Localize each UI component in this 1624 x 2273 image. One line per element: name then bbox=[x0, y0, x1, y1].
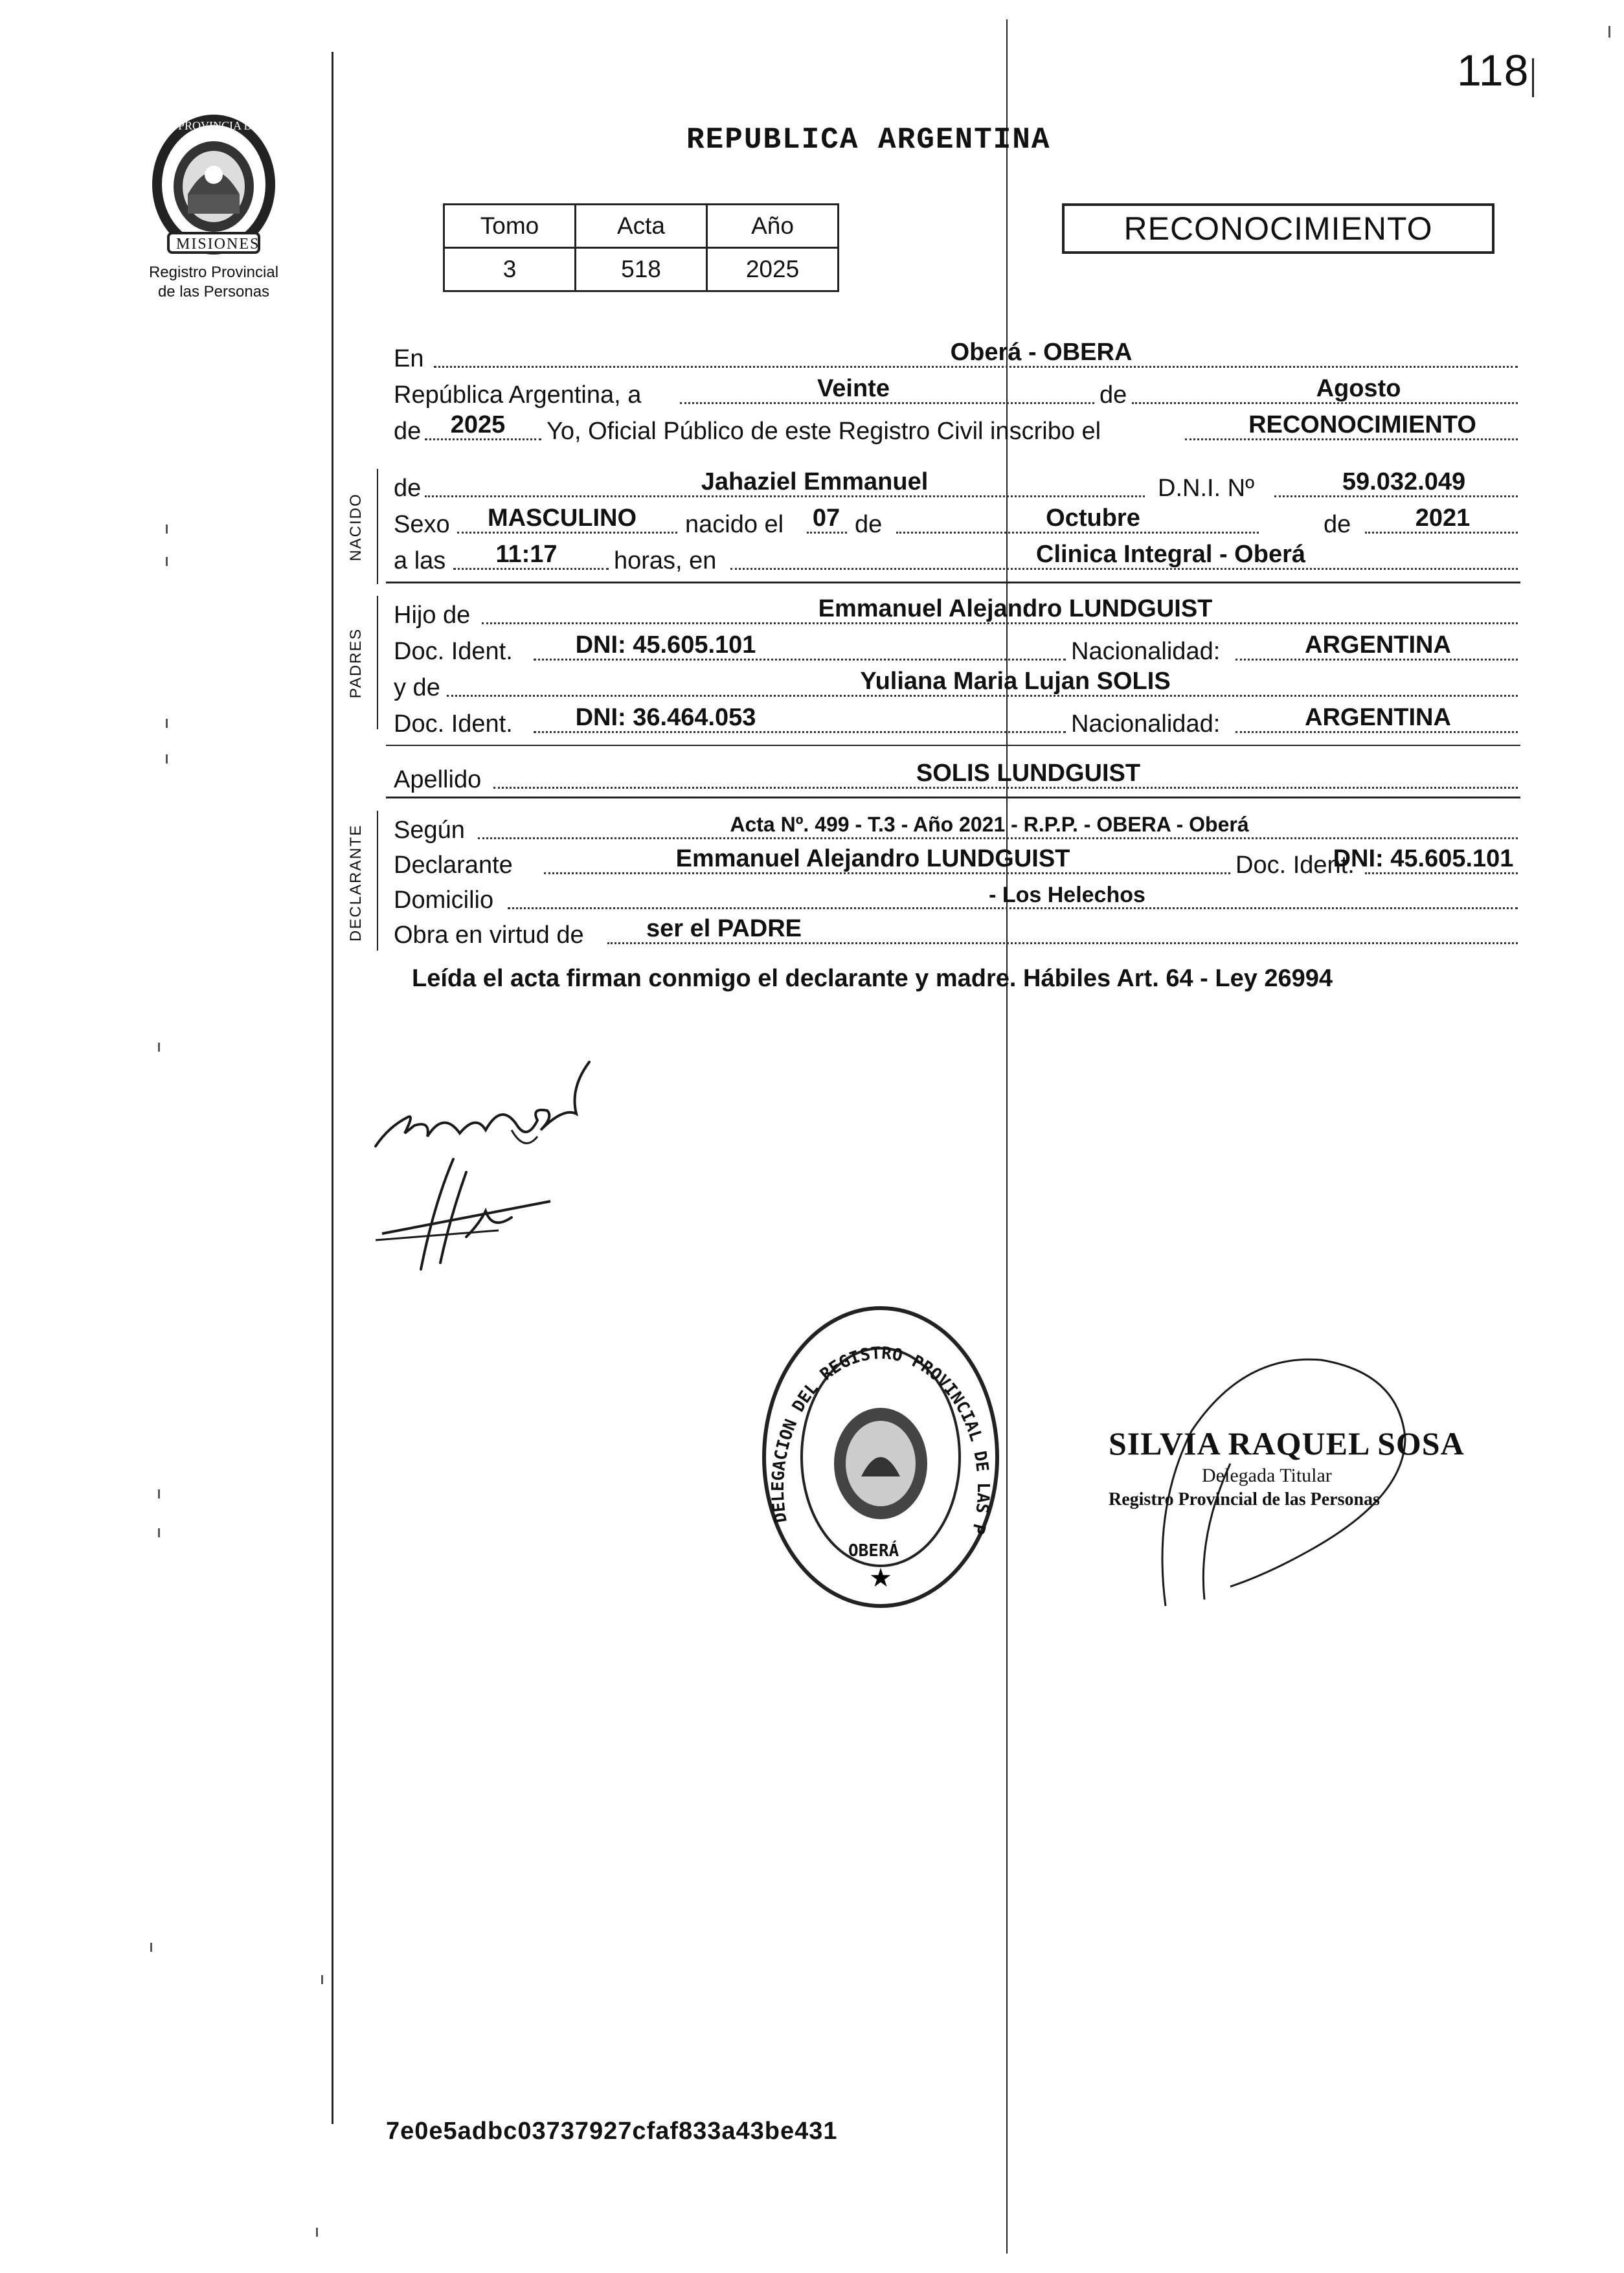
margin-mark bbox=[166, 557, 168, 566]
month-value: Agosto bbox=[1316, 375, 1401, 402]
margin-mark bbox=[158, 1489, 160, 1498]
dni-label: D.N.I. Nº bbox=[1158, 475, 1254, 502]
margin-mark bbox=[166, 525, 168, 534]
father-nationality: ARGENTINA bbox=[1305, 631, 1451, 659]
row-y-de bbox=[394, 667, 1518, 703]
hijo-de-label: Hijo de bbox=[394, 602, 471, 629]
nacido-label: nacido el bbox=[685, 511, 784, 538]
margin-mark bbox=[166, 719, 168, 728]
father-doc-label: Doc. Ident. bbox=[394, 638, 513, 665]
seal-bottom-text: MISIONES bbox=[176, 236, 260, 253]
sexo-value: MASCULINO bbox=[487, 504, 637, 532]
domicilio-value: - Los Helechos bbox=[989, 883, 1145, 907]
child-name: Jahaziel Emmanuel bbox=[701, 468, 929, 495]
republica-label: República Argentina, a bbox=[394, 381, 642, 409]
segun-label: Según bbox=[394, 817, 465, 844]
segun-value: Acta Nº. 499 - T.3 - Año 2021 - R.P.P. - OBERA - Oberá bbox=[730, 813, 1249, 836]
margin-mark bbox=[321, 1975, 323, 1984]
margin-mark bbox=[158, 1528, 160, 1537]
en-value: Oberá - OBERA bbox=[950, 339, 1133, 366]
nacido-bracket bbox=[377, 469, 378, 584]
mother-nationality: ARGENTINA bbox=[1305, 704, 1451, 731]
declarante-bracket bbox=[377, 811, 378, 951]
table-value-ano: 2025 bbox=[707, 248, 839, 291]
birth-de2-label: de bbox=[1324, 511, 1351, 538]
year-value: 2025 bbox=[450, 411, 506, 438]
registry-logo bbox=[142, 110, 285, 259]
father-name: Emmanuel Alejandro LUNDGUIST bbox=[818, 595, 1213, 622]
de-year-label: de bbox=[394, 418, 422, 445]
father-doc: DNI: 45.605.101 bbox=[575, 631, 756, 659]
dotted-line bbox=[478, 837, 1518, 839]
table-value-tomo: 3 bbox=[444, 248, 576, 291]
row-segun bbox=[394, 809, 1518, 846]
row-apellido bbox=[394, 759, 1518, 795]
row-obra bbox=[394, 914, 1518, 951]
seal-ring-text: DELEGACION DEL REGISTRO PROVINCIAL DE LAS P bbox=[768, 1343, 993, 1537]
obra-value: ser el PADRE bbox=[646, 915, 802, 942]
margin-mark bbox=[316, 2228, 318, 2237]
mother-signature-icon bbox=[369, 1146, 563, 1276]
declarant-signature-icon bbox=[369, 1049, 615, 1159]
document-hash: 7e0e5adbc03737927cfaf833a43be431 bbox=[386, 2118, 838, 2145]
logo-caption-line1: Registro Provincial bbox=[148, 264, 279, 281]
page-number: 118 bbox=[1457, 46, 1529, 95]
declarante-label: Declarante bbox=[394, 852, 513, 879]
row-domicilio bbox=[394, 879, 1518, 916]
document-type-box: RECONOCIMIENTO bbox=[1062, 203, 1494, 254]
reference-table-header-row bbox=[444, 205, 839, 248]
inscribo-value: RECONOCIMIENTO bbox=[1248, 411, 1476, 438]
delegation-seal bbox=[758, 1302, 1004, 1612]
mother-doc-label: Doc. Ident. bbox=[394, 710, 513, 738]
section-label-nacido: NACIDO bbox=[347, 493, 365, 561]
section-label-declarante: DECLARANTE bbox=[347, 824, 365, 942]
horas-label: horas, en bbox=[614, 547, 717, 574]
birth-place: Clinica Integral - Oberá bbox=[1036, 541, 1305, 568]
official-name: SILVIA RAQUEL SOSA bbox=[1109, 1425, 1465, 1462]
svg-text:★: ★ bbox=[869, 1563, 892, 1593]
row-nacido-name bbox=[394, 468, 1518, 504]
padres-bracket bbox=[377, 596, 378, 729]
declarante-doc: DNI: 45.605.101 bbox=[1333, 845, 1514, 872]
father-nationality-label: Nacionalidad: bbox=[1071, 638, 1221, 665]
declarante-value: Emmanuel Alejandro LUNDGUIST bbox=[675, 845, 1070, 872]
mother-name: Yuliana Maria Lujan SOLIS bbox=[860, 668, 1171, 695]
page-title: REPUBLICA ARGENTINA bbox=[686, 123, 1051, 157]
logo-caption bbox=[110, 263, 317, 302]
table-header-acta: Acta bbox=[576, 205, 707, 248]
declarante-doc-label: Doc. Ident. bbox=[1235, 852, 1355, 879]
day-value: Veinte bbox=[817, 375, 890, 402]
margin-mark bbox=[158, 1043, 160, 1052]
row-nacido-sexo bbox=[394, 504, 1518, 540]
left-margin-line bbox=[332, 52, 333, 2124]
table-header-ano: Año bbox=[707, 205, 839, 248]
row-hijo-de bbox=[394, 594, 1518, 631]
a-las-label: a las bbox=[394, 547, 446, 574]
legal-text: Leída el acta firman conmigo el declarante y madre. Hábiles Art. 64 - Ley 26994 bbox=[412, 965, 1333, 992]
row-republica bbox=[394, 374, 1518, 411]
official-role: Delegada Titular bbox=[1202, 1465, 1332, 1486]
section-label-padres: PADRES bbox=[347, 628, 365, 699]
margin-mark bbox=[150, 1943, 152, 1952]
margin-mark bbox=[1608, 26, 1610, 38]
row-declarante bbox=[394, 844, 1518, 881]
reference-table bbox=[443, 203, 839, 292]
birth-month: Octubre bbox=[1046, 504, 1140, 532]
apellido-label: Apellido bbox=[394, 766, 482, 793]
nacido-de-label: de bbox=[394, 475, 422, 502]
delegation-seal-icon bbox=[758, 1302, 1004, 1612]
row-inscripcion bbox=[394, 411, 1518, 447]
section-divider bbox=[386, 745, 1520, 746]
mother-doc: DNI: 36.464.053 bbox=[575, 704, 756, 731]
row-mother-doc bbox=[394, 703, 1518, 740]
row-father-doc bbox=[394, 631, 1518, 667]
child-dni: 59.032.049 bbox=[1342, 468, 1466, 495]
logo-caption-line2: de las Personas bbox=[157, 283, 270, 300]
margin-mark bbox=[166, 754, 168, 763]
reference-table-value-row bbox=[444, 248, 839, 291]
birth-day: 07 bbox=[812, 504, 840, 532]
mother-nationality-label: Nacionalidad: bbox=[1071, 710, 1221, 738]
birth-year: 2021 bbox=[1415, 504, 1471, 532]
apellido-value: SOLIS LUNDGUIST bbox=[916, 760, 1141, 787]
domicilio-label: Domicilio bbox=[394, 887, 494, 914]
official-institution: Registro Provincial de las Personas bbox=[1109, 1489, 1380, 1510]
de-label: de bbox=[1100, 381, 1127, 409]
section-divider bbox=[386, 582, 1520, 583]
yo-label: Yo, Oficial Público de este Registro Civil inscribo el bbox=[547, 418, 1101, 445]
seal-city-text: OBERÁ bbox=[848, 1541, 899, 1561]
row-nacido-hora bbox=[394, 540, 1518, 576]
table-value-acta: 518 bbox=[576, 248, 707, 291]
en-label: En bbox=[394, 345, 424, 372]
birth-time: 11:17 bbox=[495, 541, 558, 568]
y-de-label: y de bbox=[394, 674, 440, 701]
seal-top-text: PROVINCIA DE bbox=[178, 119, 260, 132]
obra-label: Obra en virtud de bbox=[394, 922, 584, 949]
sexo-label: Sexo bbox=[394, 511, 450, 538]
right-edge-line bbox=[1532, 58, 1534, 97]
row-en bbox=[394, 338, 1518, 374]
birth-de-label: de bbox=[855, 511, 883, 538]
section-divider bbox=[386, 797, 1520, 798]
table-header-tomo: Tomo bbox=[444, 205, 576, 248]
